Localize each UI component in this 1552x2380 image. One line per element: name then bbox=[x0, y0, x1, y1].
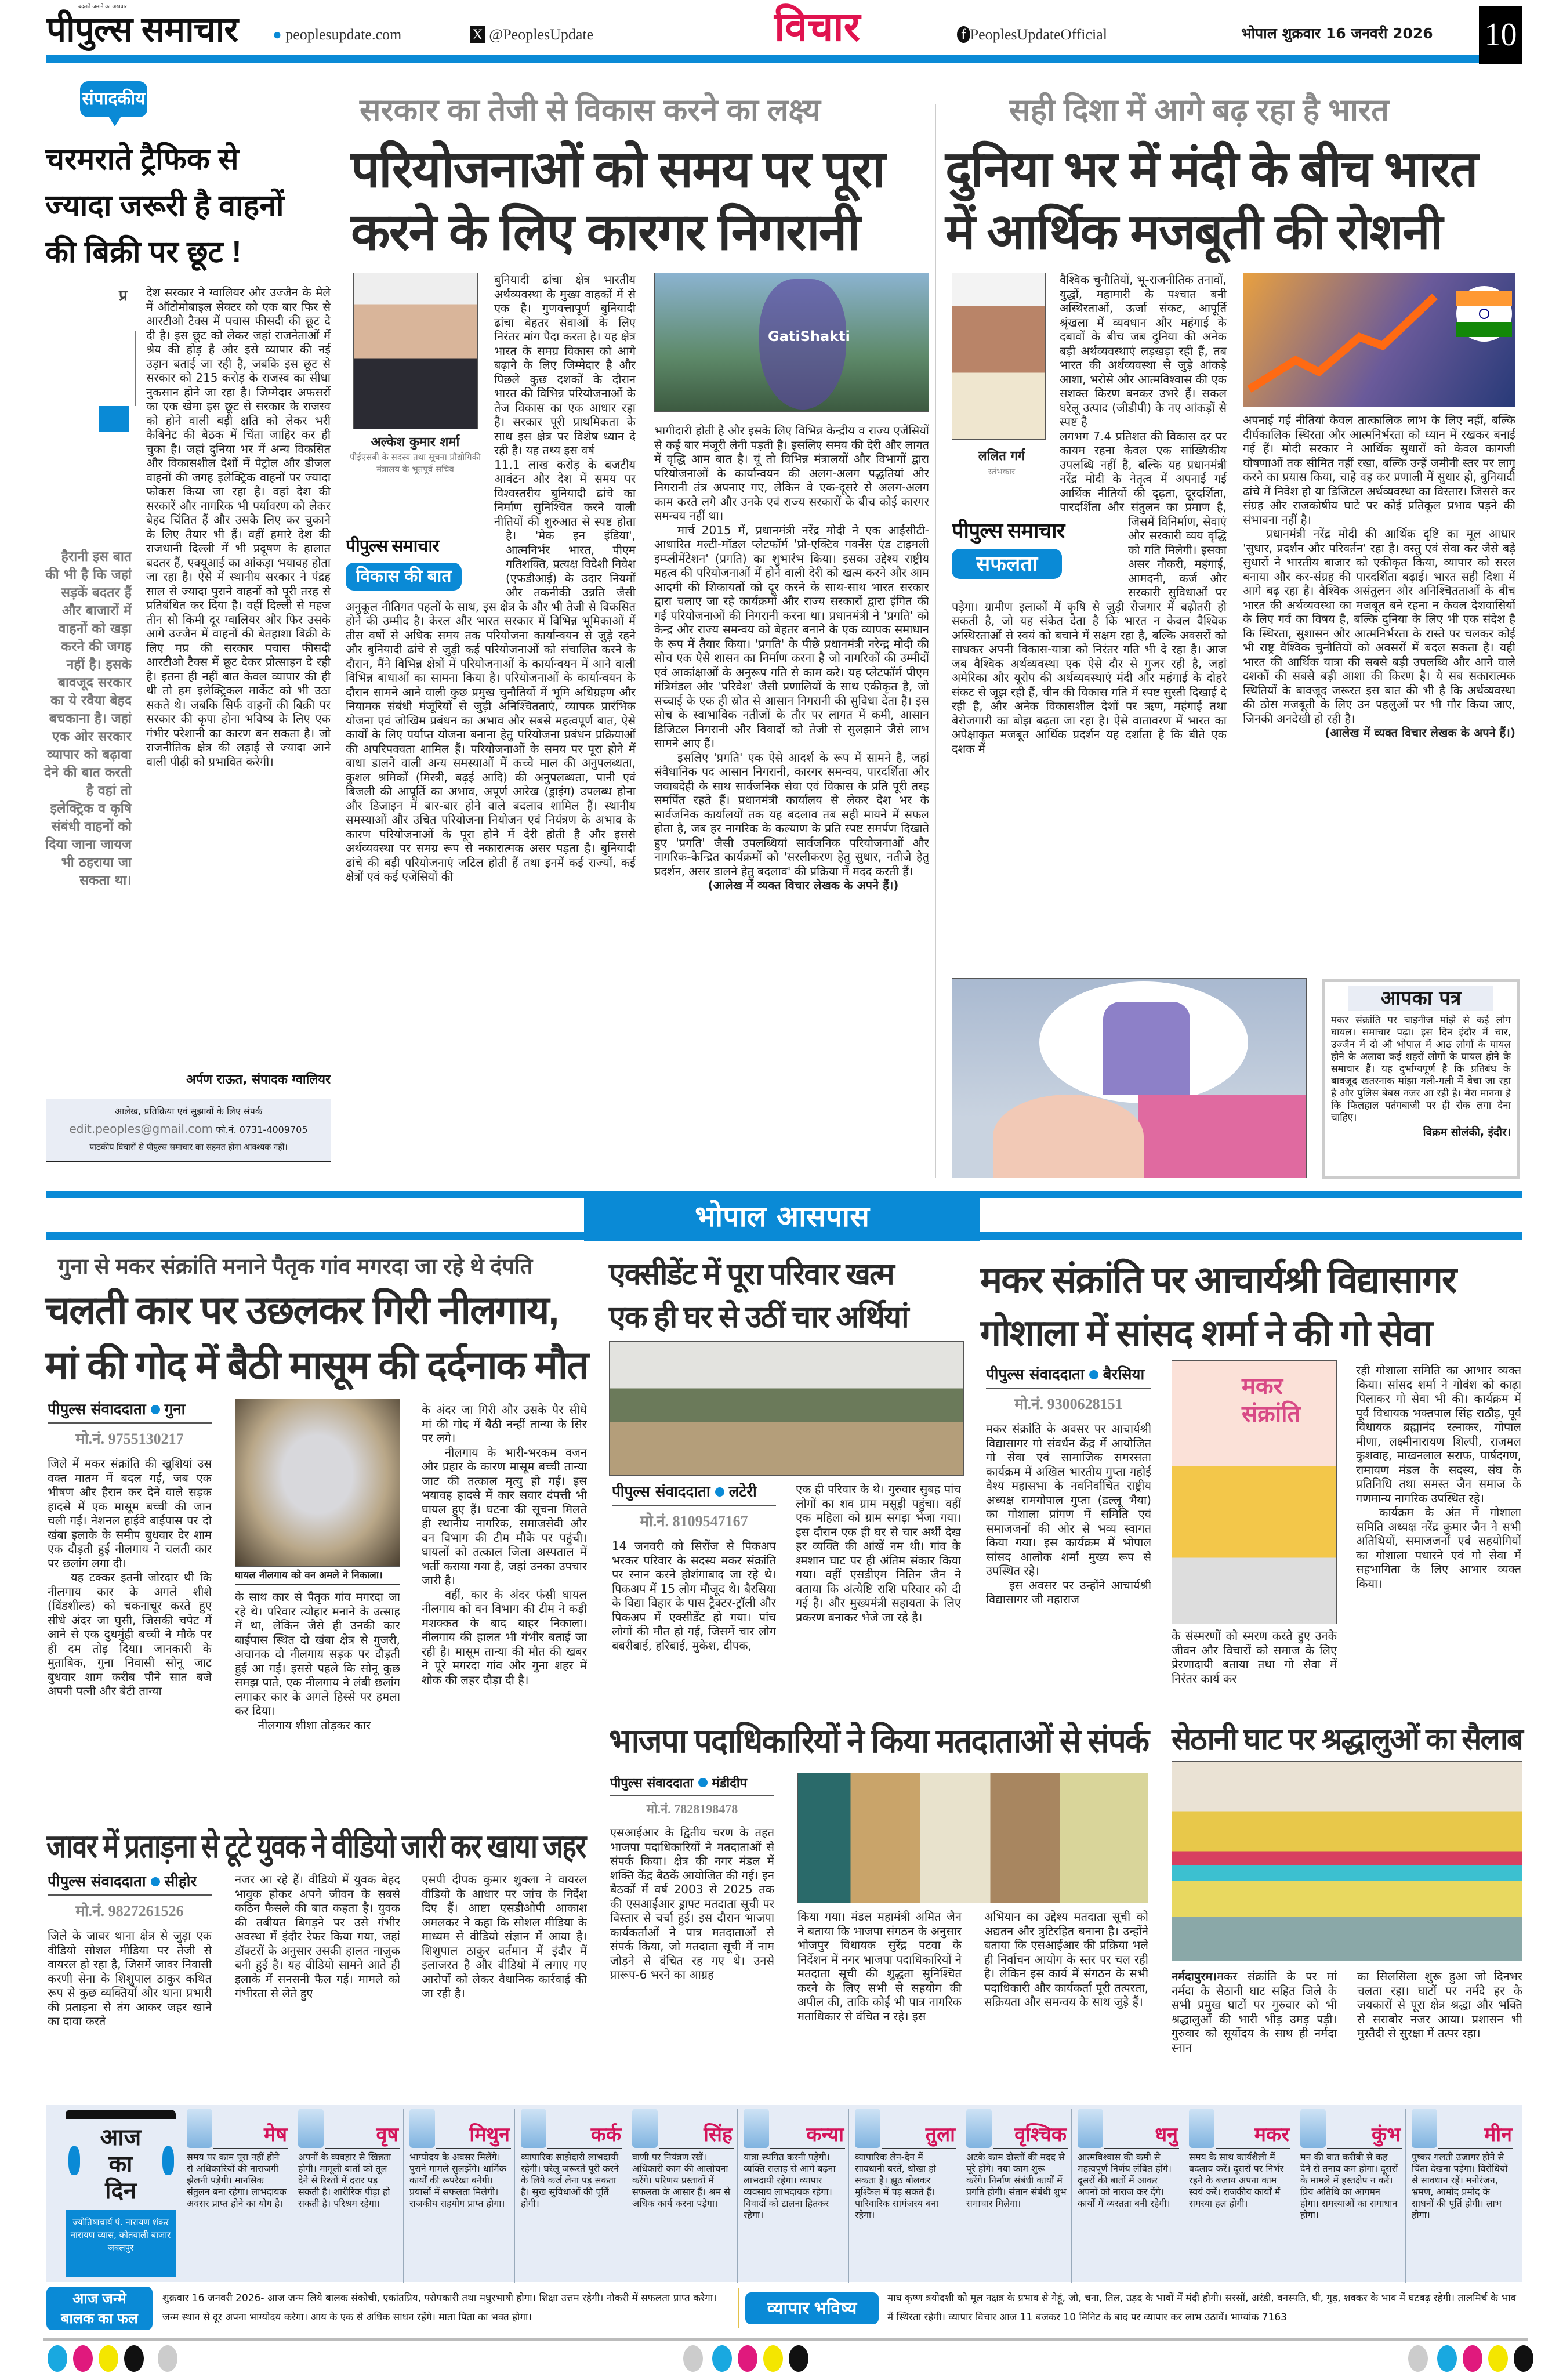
horoscope-sign bbox=[407, 2109, 515, 2283]
registration-dot bbox=[48, 2345, 67, 2372]
column-rule bbox=[935, 104, 936, 1178]
editorial-byline: अर्पण राऊत, संपादक ग्वालियर bbox=[186, 1073, 331, 1087]
quote-mark-icon bbox=[99, 406, 129, 432]
sign-name: धनु bbox=[1155, 2123, 1178, 2146]
editorial-headline: चरमराते ट्रैफिक से ज्यादा जरूरी है वाहनों की बिक्री पर छूट ! bbox=[45, 143, 284, 269]
author-desc: पीईएसबी के सदस्य तथा सूचना प्रौद्योगिकी मंत्रालय के भूतपूर्व सचिव bbox=[349, 452, 481, 474]
article2-logo: पीपुल्स समाचार bbox=[952, 519, 1065, 542]
author2-block bbox=[952, 273, 1051, 516]
bjp-workers-photo bbox=[797, 1773, 1148, 1903]
mandideep-byline: पीपुल्स संवाददाता मंडीदीप bbox=[610, 1774, 774, 1796]
facebook-icon: f bbox=[957, 26, 970, 43]
ghat-col1: नर्मदापुरम।मकर संक्रांति के पर मां नर्मदा के सेठानी घाट सहित जिले के सभी प्रमुख घाटों पर गुरुवार को भी श्रद्धालुओं की भारी भीड़ उमड़ पड़ी। गुरुवार को सूर्योदय के साथ ही नर्मदा स्नान bbox=[1172, 1969, 1337, 2055]
funeral-photo bbox=[609, 1341, 964, 1476]
sign-text: आत्मविश्वास की कमी से महत्वपूर्ण निर्णय लंबित होंगे। दूसरों की बातों में आकर अपनों को नाराज कर देंगे। कार्यों में व्यस्तता बनी रहेगी। bbox=[1078, 2151, 1172, 2209]
berasia-col1: मकर संक्रांति के अवसर पर आचार्यश्री विद्यासागर गो संवर्धन केंद्र में आयोजित गो सेवा एवं सामाजिक समरसता कार्यक्रम में अखिल भारतीय गुप्ता गहोई वैश्य महासभा के नवनिर्वाचित राष्ट्रीय अध्यक्ष रामगोपाल गुप्ता (डल्लू भैया) का गोशाला प्रांगण में समिति एवं समाजजनों की ओर से भव्य स्वागत किया गया। इस कार्यक्रम में भोपाल सांसद आलोक शर्मा मुख्य रूप से उपस्थित रहे। इस अवसर पर उन्होंने आचार्यश्री विद्यासागर जी महाराज bbox=[986, 1422, 1151, 1606]
trade-label: व्यापार भविष्य bbox=[745, 2292, 879, 2324]
sign-text: भाग्योदय के अवसर मिलेंगे। पुराने मामले सुलझेंगे। धार्मिक कार्यों की रूपरेखा बनेगी। प्रयासों में सफलता मिलेगी। राजकीय सहयोग प्राप्त होगा। bbox=[409, 2151, 506, 2209]
sethani-ghat-photo bbox=[1172, 1761, 1522, 1961]
zodiac-7-icon bbox=[966, 2109, 992, 2148]
guna-byline: पीपुल्स संवाददाता गुना bbox=[48, 1398, 212, 1424]
twitter-link[interactable]: X @PeoplesUpdate bbox=[470, 26, 655, 44]
registration-dot bbox=[73, 2345, 93, 2372]
zodiac-11-icon bbox=[1412, 2109, 1437, 2148]
berasia-left-column bbox=[986, 1363, 1151, 1705]
letter-title: आपका पत्र bbox=[1348, 986, 1493, 1011]
sign-name: कुंभ bbox=[1371, 2123, 1401, 2146]
divider bbox=[993, 2148, 1068, 2149]
sign-name: वृश्चिक bbox=[1014, 2123, 1067, 2146]
lateri-phone: मो.नं. 8109547167 bbox=[640, 1513, 748, 1530]
sehore-phone: मो.नं. 9827261526 bbox=[75, 1903, 184, 1919]
divider bbox=[770, 2148, 845, 2149]
guna-left-column bbox=[48, 1398, 212, 1812]
sign-name: मेष bbox=[264, 2123, 287, 2146]
drop-cap: प्र bbox=[119, 287, 128, 305]
sign-name: वृष bbox=[376, 2123, 398, 2146]
sleeping-figure bbox=[993, 1095, 1144, 1178]
divider bbox=[436, 2148, 511, 2149]
horoscope-cap bbox=[66, 2110, 176, 2119]
mandideep-col1: एसआईआर के द्वितीय चरण के तहत भाजपा पदाधिकारियों ने मतदाताओं से संपर्क किया। क्षेत्र की नगर मंडल में शक्ति केंद्र बैठकें आयोजित की गई। इन बैठकों में वर्ष 2003 से 2025 तक की एसआईआर ड्राफ्ट मतदाता सूची पर विस्तार से चर्चा हुई। इस दौरान भाजपा कार्यकर्ताओं ने पात्र मतदाताओं से संपर्क किया, जो मतदाता सूची में नाम जोड़ने से वंचित रह गए थे। उनसे प्रारूप-6 भरने का आग्रह bbox=[610, 1825, 774, 1981]
zodiac-6-icon bbox=[855, 2109, 880, 2148]
author-name: अल्केश कुमार शर्मा bbox=[371, 435, 460, 450]
trade-text: माघ कृष्ण त्रयोदशी को मूल नक्षत्र के प्रभाव से गेहूं, जौ, चना, तिल, उड़द के भावों में मंदी होगी। सरसों, अरंडी, वनस्पति, घी, गुड़, शक्कर के भाव में घटबढ़ रहेगी। तालमिर्च के भाव में स्थिरता रहेगी। व्यापार विचार आज 11 बजकर 10 मिनिट के बाद पर व्यापार कर लाभ उठावें। भाग्यांक 7163 bbox=[887, 2292, 1517, 2323]
registration-dot bbox=[763, 2345, 783, 2372]
divider bbox=[1104, 2148, 1179, 2149]
editorial-body: देश सरकार ने ग्वालियर और उज्जैन के मेले में ऑटोमोबाइल सेक्टर को एक बार फिर से आरटीओ टैक्स में पचास फीसदी की छूट दे दी है। इस छूट को लेकर जहां राजनेताओं में श्रेय की होड़ है और इसे व्यापार की नई उड़ान बताई जा रही है, जबकि इस छूट से सरकार को 215 करोड़ के राजस्व का सीधा नुकसान होने जा रहा है। जिम्मेदार अफसरों का एक खेमा इस छूट से सरकार के राजस्व को होने वाली बड़ी क्षति को लेकर भरी कैबिनेट की बैठक में चिंता जाहिर कर ही चुका है। जहां दुनिया भर में अन्य विकसित और विकासशील देशों में पेट्रोल और डीजल वाहनों की जगह इलेक्ट्रिक वाहनों पर ज्यादा फोकस किया जा रहा है। वहां देश की सरकारें और नागरिक भी पर्यावरण को लेकर बेहद चिंतित हैं और उसके लिए कर चुकाने के लिए तैयार भी हैं। वहीं हमारे देश की राजधानी दिल्ली में भी प्रदूषण के हालात बदतर हैं, एक्यूआई का आंकड़ा भयावह होता जा रहा है। ऐसे में स्थानीय सरकार ने पंद्रह साल से ज्यादा पुराने वाहनों को पूरी तरह से प्रतिबंधित कर दिया है। वहीं दिल्ली से महज तीन सौ किमी दूर ग्वालियर और फिर उसके आगे उज्जैन में वाहनों की बेतहाशा बिक्री के लिए मप्र की सरकार पचास फीसदी आरटीओ टैक्स में छूट देकर प्रोत्साहन दे रही है। इतना ही नहीं बात केवल व्यापार की ही थी तो हम इलेक्ट्रिकल मार्केट को भी उठा सकते थे। जबकि सिर्फ वाहनों की बिक्री पर सरकार की कृपा होना भविष्य के लिए एक गंभीर परेशानी का कारण बन सकता है। जो राजनीतिक क्षेत्र की लड़ाई से ज्यादा आने वाली पीढ़ी को प्रभावित करेगी। bbox=[146, 285, 331, 769]
berasia-phone: मो.नं. 9300628151 bbox=[1014, 1396, 1123, 1412]
masthead-rule bbox=[46, 55, 1479, 63]
article1-series: विकास की बात bbox=[346, 563, 462, 591]
sign-name: कर्क bbox=[590, 2123, 621, 2146]
author2-desc: स्तंभकार bbox=[988, 466, 1016, 477]
growth-arrow-icon bbox=[1243, 273, 1515, 407]
divider bbox=[882, 2148, 956, 2149]
registration-dot bbox=[158, 2345, 177, 2372]
zodiac-2-icon bbox=[409, 2109, 435, 2148]
sehore-col3: एसपी दीपक कुमार शुक्ला ने वायरल वीडियो के आधार पर जांच के निर्देश दिए हैं। आष्टा एसडीओपी आकाश अमलकर ने कहा कि सोशल मीडिया के माध्यम से वीडियो संज्ञान में आया है। शिशुपाल ठाकुर वर्तमान में इंदौर में इलाजरत है और वीडियो में लगाए गए आरोपों को लेकर वैधानिक कार्रवाई की जा रही है। bbox=[422, 1872, 587, 2000]
article1-intro: बुनियादी ढांचा क्षेत्र भारतीय अर्थव्यवस्था के मुख्य वाहकों में से एक है। गुणवत्तापूर्ण बुनियादी ढांचा बेहतर सेवाओं के लिए निरंतर मांग पैदा करता है। यह क्षेत्र भारत के समग्र विकास को आगे बढ़ाने के लिए जिम्मेदार है और पिछले कुछ दशकों के दौरान भारत की विभिन्न परियोजनाओं के तेज विकास का एक आधार रहा है। सरकार पूरी प्राथमिकता के साथ इस क्षेत्र पर विशेष ध्यान दे रही है। यह तथ्य इस वर्ष bbox=[494, 273, 636, 457]
x-logo-icon: X bbox=[470, 26, 485, 43]
article2-body bbox=[952, 273, 1227, 946]
contact-email[interactable]: edit.peoples@gmail.com bbox=[69, 1122, 213, 1136]
registration-dot bbox=[1514, 2345, 1533, 2372]
article2-kicker: सही दिशा में आगे बढ़ रहा है भारत bbox=[1009, 93, 1389, 128]
sign-text: व्यापारिक साझेदारी लाभदायी रहेगी। घरेलू जरूरतें पूरी करने के लिये कर्ज लेना पड़ सकता है। सुख सुविधाओं की पूर्ति होगी। bbox=[521, 2151, 619, 2209]
series2-block bbox=[952, 516, 1120, 587]
masthead-logo[interactable]: पीपुल्स समाचार bbox=[46, 10, 238, 49]
mandideep-headline: भाजपा पदाधिकारियों ने किया मतदाताओं से संपर्क bbox=[609, 1722, 1149, 1760]
horoscope-sign bbox=[1298, 2109, 1406, 2283]
registration-dot bbox=[1408, 2345, 1428, 2372]
dreaming-figure bbox=[1103, 1002, 1190, 1095]
registration-dot bbox=[789, 2345, 808, 2372]
sign-text: अटके काम दोस्तों की मदद से पूरे होंगे। नया काम शुरू करेंगे। निर्माण संबंधी कार्यों में प्रगति होगी। संतान संबंधी शुभ समाचार मिलेगा। bbox=[966, 2151, 1067, 2209]
sign-name: मकर bbox=[1254, 2123, 1289, 2146]
article2-intro: वैश्विक चुनौतियों, भू-राजनीतिक तनावों, युद्धों, महामारी के पश्चात बनी अस्थिरताओं, ऊर्जा संकट, आपूर्ति श्रृंखला में व्यवधान और महंगाई के दबावों के बीच जब दुनिया की अनेक बड़ी अर्थव्यवस्थाएं लड़खड़ा रही हैं, तब भारत की अर्थव्यवस्था से जुड़े आंकड़े आशा, भरोसे और आत्मविश्वास की एक सशक्त किरण बनकर उभरे हैं। सकल घरेलू उत्पाद (जीडीपी) के नए आंकड़ों से स्पष्ट है bbox=[1060, 273, 1227, 429]
globe-icon: ● bbox=[273, 26, 286, 43]
ganesha-icon bbox=[162, 2146, 174, 2175]
masthead bbox=[46, 0, 1522, 65]
section-title: विचार bbox=[774, 4, 861, 49]
quote-rule bbox=[135, 331, 136, 406]
ganesha-icon bbox=[68, 2146, 80, 2175]
zodiac-4-icon bbox=[632, 2109, 658, 2148]
horoscope-sign bbox=[853, 2109, 960, 2283]
section-band-label: भोपाल आसपास bbox=[584, 1191, 980, 1241]
horoscope-sign bbox=[1075, 2109, 1183, 2283]
lateri-headline: एक्सीडेंट में पूरा परिवार खत्म एक ही घर से उठीं चार अर्थियां bbox=[609, 1258, 908, 1334]
berasia-col2: के संस्मरणों को स्मरण करते हुए उनके जीवन और विचारों को समाज के लिए प्रेरणादायी बताया तथा गो सेवा में निरंतर कार्य कर bbox=[1172, 1629, 1337, 1686]
guna-middle-column bbox=[235, 1399, 400, 1812]
guna-kicker: गुना से मकर संक्रांति मनाने पैतृक गांव मगरदा जा रहे थे दंपति bbox=[58, 1255, 533, 1279]
registration-dot bbox=[1463, 2345, 1482, 2372]
ghat-headline: सेठानी घाट पर श्रद्धालुओं का सैलाब bbox=[1172, 1723, 1522, 1756]
registration-dot bbox=[1437, 2345, 1457, 2372]
zodiac-3-icon bbox=[521, 2109, 546, 2148]
nilgai-caption: घायल नीलगाय को वन अमले ने निकाला। bbox=[235, 1567, 400, 1585]
growth-chart-image bbox=[1243, 273, 1515, 407]
author-block bbox=[346, 273, 485, 534]
website-link[interactable]: ● peoplesupdate.com bbox=[273, 26, 402, 43]
zodiac-9-icon bbox=[1189, 2109, 1214, 2148]
footer-rule bbox=[43, 2338, 1528, 2341]
divider bbox=[659, 2148, 734, 2149]
horoscope-title: आज का दिन bbox=[100, 2124, 142, 2204]
lateri-col2: एक ही परिवार के थे। गुरुवार सुबह पांच लोगों का शव ग्राम मसूड़ी पहुंचा। वहीं एक महिला को ग्राम सगड़ा भेजा गया। इस दौरान एक ही घर से चार अर्थी देख हर व्यक्ति की आंखें नम थी। गांव के श्मशान घाट पर ही अंतिम संकार किया गया। वहीं एसडीएम नितिन जैन ने बताया कि अंत्येष्टि राशि परिवार को दी गई है। और मुख्यमंत्री सहायता के लिए प्रकरण बनाकर भेजे जा रहे है। bbox=[796, 1482, 961, 1624]
berasia-col3: रही गोशाला समिति का आभार व्यक्त किया। सांसद शर्मा ने गोवंश को काढ़ा पिलाकर गो सेवा भी की। कार्यक्रम में पूर्व विधायक भक्तपाल सिंह राठौड़, पूर्व विधायक ब्रह्मानंद रत्नाकर, गोपाल मीणा, लक्ष्मीनारायण शिल्पी, राजमल कुशवाह, माखनलाल सराफ, पार्षदगण, रामायण मंडल के सदस्य, संघ के प्रतिनिधि तथा समस्त जैन समाज के गणमान्य नागरिक उपस्थित रहे। कार्यक्रम के अंत में गोशाला समिति अध्यक्ष नरेंद्र कुमार जैन ने सभी अतिथियों, समाजजनों एवं सहयोगियों का गोशाला पधारने एवं गो सेवा में सहभागिता के लिए आभार व्यक्त किया। bbox=[1356, 1363, 1521, 1591]
guna-col2: के साथ कार से पैतृक गांव मगरदा जा रहे थे। परिवार त्योहार मनाने के उत्साह में था, लेकिन जैसे ही उनकी कार बाईपास स्थित दो खंबा क्षेत्र से गुजरी, अचानक दो नीलगाय सड़क पर दौड़ती हुई आ गई। इससे पहले कि सोनू कुछ समझ पाते, एक नीलगाय ने लंबी छलांग लगाकर कार के अगले हिस्से पर हमला कर दिया। नीलगाय शीशा तोड़कर कार bbox=[235, 1590, 400, 1732]
sign-text: व्यापारिक लेन-देन में सावधानी बरतें, धोखा हो सकता है। झूठ बोलकर मुश्किल में पड़ सकते हैं। पारिवारिक सामंजस्य बना रहेगा। bbox=[855, 2151, 939, 2220]
zodiac-1-icon bbox=[298, 2109, 324, 2148]
divider bbox=[1327, 2148, 1402, 2149]
author2-name: ललित गर्ग bbox=[978, 449, 1025, 463]
sign-text: समय के साथ कार्यशैली में बदलाव करें। दूसरों पर निर्भर रहने के बजाय अपना काम स्वयं करें। राजकीय कार्यों में समस्या हल होगी। bbox=[1189, 2151, 1284, 2209]
nilgai-photo bbox=[235, 1399, 400, 1567]
facebook-link[interactable]: f PeoplesUpdateOfficial bbox=[957, 26, 1201, 44]
horoscope-sign bbox=[1409, 2109, 1517, 2283]
article2-headline: दुनिया भर में मंदी के बीच भारत में आर्थिक मजबूती की रोशनी bbox=[945, 142, 1477, 260]
divider bbox=[1216, 2148, 1290, 2149]
gau-seva-photo: मकर संक्रांति bbox=[1172, 1360, 1337, 1624]
sign-name: मीन bbox=[1484, 2123, 1512, 2146]
horoscope-sign bbox=[1187, 2109, 1294, 2283]
gatishakti-image: GatiShakti bbox=[654, 273, 929, 412]
birth-label: आज जन्मे बालक का फल bbox=[46, 2287, 153, 2330]
mandideep-col2: किया गया। मंडल महामंत्री अमित जैन ने बताया कि भाजपा संगठन के अनुसार भोजपुर विधायक सुरेंद्र पटवा के निर्देशन में नगर भाजपा पदाधिकारियों ने मतदाता सूची की शुद्धता सुनिश्चित करने के लिए सभी से सहयोग की अपील की, ताकि कोई भी पात्र नागरिक मताधिकार से वंचित न रहे। इस bbox=[797, 1910, 962, 2023]
article1-body bbox=[346, 273, 636, 1179]
guna-col1: जिले में मकर संक्रांति की खुशियां उस वक्त मातम में बदल गईं, जब एक भीषण और हैरान कर देने वाले सड़क हादसे में एक मासूम बच्ची की जान चली गई। नेशनल हाईवे बाईपास पर दो खंबा इलाके के समीप बुधवार देर शाम एक दौड़ती हुई नीलगाय ने चलती कार पर छलांग लगा दी। यह टक्कर इतनी जोरदार थी कि नीलगाय कार के अगले शीशे (विंडशील्ड) को चकनाचूर करते हुए सीधे अंदर जा घुसी, जिसकी चपेट में आने से एक दुधमुंही बच्ची ने मौके पर ही दम तोड़ दिया। जानकारी के मुताबिक, गुना निवासी सोनू जाट बुधवार शाम करीब पौने सात बजे अपनी पत्नी और बेटी तान्या bbox=[48, 1457, 212, 1698]
registration-dot bbox=[99, 2345, 118, 2372]
berasia-headline: मकर संक्रांति पर आचार्यश्री विद्यासागर गोशाला में सांसद शर्मा ने की गो सेवा bbox=[980, 1259, 1456, 1354]
article2-series: सफलता bbox=[952, 549, 1062, 579]
sign-name: तुला bbox=[925, 2123, 955, 2146]
guna-headline: चलती कार पर उछलकर गिरी नीलगाय, मां की गोद में बैठी मासूम की दर्दनाक मौत bbox=[45, 1288, 588, 1388]
article1-kicker: सरकार का तेजी से विकास करने का लक्ष्य bbox=[360, 93, 821, 128]
guna-col3: के अंदर जा गिरी और उसके पैर सीधे मां की गोद में बैठी नन्हीं तान्या के सिर पर लगे। नीलगाय के भारी-भरकम वजन और प्रहार के कारण मासूम बच्ची तान्या जाट की तत्काल मृत्यु हो गई। इस भयावह हादसे में कार सवार दंपत्ती भी घायल हुए हैं। घटना की सूचना मिलते ही स्थानीय नागरिक, समाजसेवी और वन विभाग की टीम मौके पर पहुंची। घायलों को तत्काल जिला अस्पताल में भर्ती कराया गया है, जहां उनका उपचार जारी है। वहीं, कार के अंदर फंसी घायल नीलगाय को वन विभाग की टीम ने कड़ी मशक्कत के बाद बाहर निकाला। नीलगाय की हालत भी गंभीर बताई जा रही है। मासूम तान्या की मौत की खबर ने पूरे मगरदा गांव और गुना शहर में शोक की लहर दौड़ा दी है। bbox=[422, 1403, 587, 1687]
editorial-pullquote: हैरानी इस बात की भी है कि जहां सड़कें बदतर हैं और बाजारों में वाहनों को खड़ा करने की जगह नहीं है। इसके बावजूद सरकार का ये रवैया बेहद बचकाना है। जहां एक ओर सरकार व्यापार को बढ़ावा देने की बात करती है वहां तो इलेक्ट्रिक व कृषि संबंधी वाहनों को दिया जाना जायज भी ठहराया जा सकता था। bbox=[44, 549, 132, 888]
sign-text: यात्रा स्थगित करनी पड़ेगी। व्यक्ति सलाह से आगे बढ़ना लाभदायी रहेगा। व्यापार व्यवसाय लाभदायक रहेगा। विवादों को टालना हितकर रहेगा। bbox=[744, 2151, 836, 2220]
zodiac-10-icon bbox=[1300, 2109, 1326, 2148]
horoscope-sign bbox=[184, 2109, 292, 2283]
zodiac-0-icon bbox=[187, 2109, 212, 2148]
author-photo bbox=[353, 273, 478, 429]
ghat-col2: का सिलसिला शुरू हुआ जो दिनभर चलता रहा। घाटों पर नर्मदे हर के जयकारों से पूरा क्षेत्र श्रद्धा और भक्ति से सराबोर नजर आया। प्रशासन भी मुस्तैदी से सुरक्षा में तत्पर रहा। bbox=[1357, 1969, 1522, 2040]
dateline: भोपाल शुक्रवार 16 जनवरी 2026 bbox=[1241, 25, 1433, 42]
sehore-byline: पीपुल्स संवाददाता सीहोर bbox=[48, 1870, 212, 1896]
registration-dot bbox=[683, 2345, 703, 2372]
page-number: 10 bbox=[1479, 6, 1522, 64]
registration-dot bbox=[1488, 2345, 1508, 2372]
astrologer-credit: ज्योतिषाचार्य पं. नारायण शंकर नारायण व्यास, कोतवाली बाजार जबलपुर bbox=[66, 2210, 176, 2277]
birth-text: शुक्रवार 16 जनवरी 2026- आज जन्म लिये बालक संकोची, एकांतप्रिय, परोपकारी तथा मधुरभाषी होगा। शिक्षा उत्तम रहेगी। नौकरी में सफलता प्राप्त करेगा। जन्म स्थान से दूर अपना भाग्योदय करेगा। आय के एक से अधिक साधन रहेंगे। माता पिता का भक्त होगा। bbox=[162, 2292, 717, 2323]
berasia-byline: पीपुल्स संवाददाता बैरसिया bbox=[986, 1363, 1151, 1389]
series-block bbox=[346, 534, 496, 599]
lateri-col1: 14 जनवरी को सिरोंज से पिकअप भरकर परिवार के सदस्य मकर संक्रांति पर स्नान करने होशंगाबाद जा रहे थे। पिकअप में 15 लोग मौजूद थे। बैरसिया के विद्या विहार के पास ट्रैक्टर-ट्रॉली और पिकअप में एक्सीडेंट हो गया। पांच लोगों की मौत हो गई, जिसमें चार लोग बबरीबाई, हरिबाई, मुकेश, दीपक, bbox=[612, 1539, 776, 1653]
registration-dot bbox=[712, 2345, 732, 2372]
bed-blanket bbox=[1138, 1095, 1307, 1178]
divider bbox=[547, 2148, 622, 2149]
mandideep-phone: मो.नं. 7828198478 bbox=[646, 1802, 738, 1816]
letter-box bbox=[1322, 979, 1520, 1179]
mandideep-left-column bbox=[610, 1774, 774, 2077]
sign-text: अपनों के व्यवहार से खिन्नता होगी। मामूली बातों को तूल देने से रिश्तों में दरार पड़ सकती है। शारीरिक पीड़ा हो सकती है। परिश्रम रहेगा। bbox=[298, 2151, 391, 2209]
sign-name: मिथुन bbox=[469, 2123, 510, 2146]
article2-body-left: लगभग 7.4 प्रतिशत की विकास दर पर कायम रहना केवल एक सांख्यिकीय उपलब्धि नहीं है, बल्कि यह प्रधानमंत्री नरेंद्र मोदी के नेतृत्व में अपनाई गई आर्थिक नीतियों की दृढ़ता, दूरदर्शिता, पारदर्शिता और संतुलन का प्रमाण है, जिसमें विनिर्माण, सेवाएं और सरकारी व्यय वृद्धि को गति मिलेगी। इसका असर नौकरी, महंगाई, आमदनी, कर्ज और सरकारी सुविधाओं पर पड़ेगा। ग्रामीण इलाकों में कृषि से जुड़ी रोजगार में बढ़ोतरी हो सकती है, जो यह संकेत देता है कि भारत न केवल वैश्विक अस्थिरताओं से स्वयं को बचाने में सक्षम रहा है, बल्कि अवसरों को साधकर अपनी विकास-यात्रा को निरंतर गति भी दे रहा है। आज जब वैश्विक अर्थव्यवस्था एक ऐसे दौर से गुजर रही है, जहां अमेरिका और यूरोप की अर्थव्यवस्थाएं मंदी और महंगाई के दोहरे संकट से जूझ रही हैं, चीन की विकास गति में स्पष्ट सुस्ती दिखाई दे रही है, और अनेक विकासशील देशों पर ऋण, महंगाई तथा बेरोजगारी का बोझ बढ़ता जा रहा है। ऐसे वातावरण में भारत का अपेक्षाकृत मजबूत आर्थिक प्रदर्शन यह दर्शाता है कि बीते एक दशक में bbox=[952, 429, 1227, 756]
divider bbox=[213, 2148, 288, 2149]
mandideep-col3: अभियान का उद्देश्य मतदाता सूची को अद्यतन और त्रुटिरहित बनाना है। उन्होंने बताया कि एसआईआर की प्रक्रिया भले ही निर्वाचन आयोग के स्तर पर चल रही है। लेकिन इस कार्य में संगठन के सभी पदाधिकारी और कार्यकर्ता पूरी तत्परता, सक्रियता और समन्वय के साथ जुड़े हैं। bbox=[984, 1910, 1148, 2009]
article1-body-right: भागीदारी होती है और इसके लिए विभिन्न केन्द्रीय व राज्य एजेंसियों से कई बार मंजूरी लेनी पड़ती है। इसलिए समय की देरी और लागत में वृद्धि आम बात है। यूं तो विभिन्न मंत्रालयों और विभागों द्वारा परियोजनाओं के कार्यान्वयन की अलग-अलग पद्धतियां और निगरानी तंत्र अपनाए गए, लेकिन वे एक-दूसरे से अलग-अलग काम करते लगे और उनके एवं राज्य सरकारों के बीच कोई कारगर समन्वय नहीं था। मार्च 2015 में, प्रधानमंत्री नरेंद्र मोदी ने एक आईसीटी-आधारित मल्टी-मॉडल प्लेटफॉर्म 'प्रो-एक्टिव गवर्नेंस एंड टाइमली इम्प्लीमेंटेशन' (प्रगति) का शुभारंभ किया। इसका उद्देश्य राष्ट्रीय महत्व की परियोजनाओं में होने वाली देरी को खत्म करने और आम आदमी की शिकायतों को दूर करने के साथ-साथ भारत सरकार द्वारा चलाए जा रहे कार्यक्रमों और राज्य सरकारों द्वारा इंगित की गई परियोजनाओं की निगरानी करना था। प्रधानमंत्री ने 'प्रगति' को केन्द्र और राज्य समन्वय को बेहतर बनाने के एक व्यापक समाधान के रूप में तैयार किया। 'प्रगति' के पीछे प्रधानमंत्री नरेन्द्र मोदी की सोच एक ऐसे शासन का निर्माण करना है जो नागरिकों की उम्मीदों एवं आकांक्षाओं के अनुरूप गति से काम करे। यह प्लेटफॉर्म पीएम मंत्रिमंडल और 'परिवेश' जैसी प्रणालियों के साथ एकीकृत है, जो सच्चाई के एक ही स्रोत से आसान निगरानी की सुविधा देता है। इस सोच के स्वाभाविक नतीजों के तौर पर लागत में कमी, आसान डिजिटल निगरानी और विवादों को तेजी से सुलझाने जैसे लाभ सामने आए हैं। इसलिए 'प्रगति' एक ऐसे आदर्श के रूप में सामने है, जहां संवैधानिक पद आसान निगरानी, कारगर समन्वय, पारदर्शिता और जवाबदेही के साथ सार्वजनिक सेवा एवं विकास के प्रति पूरी तरह समर्पित रहते हैं। प्रधानमंत्री कार्यालय से लेकर देश भर के सार्वजनिक कार्यालयों तक यह बदलाव तब सही मायने में सफल होता है, जब हर नागरिक के कल्याण के प्रति स्पष्ट समर्पण दिखाते हुए 'प्रगति' जैसी उपलब्धियां सार्वजनिक परियोजनाओं और नागरिक-केन्द्रित कार्यक्रमों को 'सरलीकरण हेतु सुधार, नतीजे हेतु प्रदर्शन, असर डालने हेतु बदलाव' की प्रक्रिया में मदद करती हैं। (आलेख में व्यक्त विचार लेखक के अपने हैं।) bbox=[654, 423, 929, 892]
sign-text: मन की बात करीबी से कह देने से तनाव कम होगा। दूसरों के मामले में हस्तक्षेप न करें। प्रिय अतिथि का आगमन होगा। समस्याओं का समाधान होगा। bbox=[1300, 2151, 1398, 2220]
sign-text: पुष्कर गलती उजागर होने से चिंता देखना पड़ेगा। विरोधियों से सावधान रहें। मनोरंजन, भ्रमण, आमोद प्रमोद के साधनों की पूर्ति होगी। लाभ होगा। bbox=[1412, 2151, 1508, 2220]
zodiac-8-icon bbox=[1078, 2109, 1103, 2148]
zodiac-5-icon bbox=[744, 2109, 769, 2148]
editorial-cartoon bbox=[952, 978, 1307, 1178]
letter-signature: विक्रम सोलंकी, इंदौर। bbox=[1423, 1126, 1511, 1139]
sign-text: वाणी पर नियंत्रण रखें। अधिकारी काम की आलोचना करेंगे। परिणय प्रस्तावों में सफलता के आसार हैं। श्रम से अधिक कार्य करना पड़ेगा। bbox=[632, 2151, 731, 2209]
masthead-tagline: बदलते जमाने का अखबार bbox=[78, 4, 127, 10]
horoscope-sign bbox=[964, 2109, 1072, 2283]
lateri-left-column bbox=[612, 1480, 776, 1701]
article1-logo: पीपुल्स समाचार bbox=[346, 537, 439, 556]
lateri-byline: पीपुल्स संवाददाता लटेरी bbox=[612, 1480, 776, 1506]
article2-body-right: अपनाई गई नीतियां केवल तात्कालिक लाभ के लिए नहीं, बल्कि दीर्घकालिक स्थिरता और आत्मनिर्भरता को ध्यान में रखकर बनाई गई हैं। मोदी सरकार ने आर्थिक सुधारों को केवल कागजी घोषणाओं तक सीमित नहीं रखा, बल्कि उन्हें जमीनी स्तर पर लागू करने का प्रयास किया, चाहे वह कर प्रणाली में सुधार हो, बुनियादी ढांचे में निवेश हो या डिजिटल अर्थव्यवस्था का विस्तार। जिससे कर संग्रह और राजकोषीय घाटे पर कोई प्रतिकूल प्रभाव पड़ने की संभावना नहीं है। प्रधानमंत्री नरेंद्र मोदी की आर्थिक दृष्टि का मूल आधार 'सुधार, प्रदर्शन और परिवर्तन' रहा है। वस्तु एवं सेवा कर जैसे बड़े सुधारों ने भारतीय बाजार को एकीकृत किया, व्यापार को सरल बनाया और कर-संग्रह की पारदर्शिता बढ़ाई। भारत सही दिशा में आगे बढ़ रहा है। वैश्विक असंतुलन और अनिश्चितताओं के बीच भारत की अर्थव्यवस्था का मजबूत बने रहना न केवल देशवासियों के लिए गर्व का विषय है, बल्कि दुनिया के लिए भी एक संदेश है कि स्थिरता, सुशासन और आत्मनिर्भरता के रास्ते पर चलकर कोई भी राष्ट्र वैश्विक चुनौतियों को अवसरों में बदल सकता है। यही भारत की आर्थिक यात्रा की सबसे बड़ी उपलब्धि और आने वाले दशकों की सबसे बड़ी आशा की किरण है। ये सब सकारात्मक स्थितियों के बावजूद जरूरत इस बात की भी है कि अर्थव्यवस्था की ठोस मजबूती के लिए उन पहलुओं पर भी गौर किया जाए, जिनकी अनदेखी हो रही है। (आलेख में व्यक्त विचार लेखक के अपने हैं।) bbox=[1243, 413, 1515, 740]
sign-name: सिंह bbox=[704, 2123, 733, 2146]
sehore-headline: जावर में प्रताड़ना से टूटे युवक ने वीडियो जारी कर खाया जहर bbox=[46, 1828, 586, 1864]
sehore-col1: जिले के जावर थाना क्षेत्र से जुड़ा एक वीडियो सोशल मीडिया पर तेजी से वायरल हो रहा है, जिसमें जावर निवासी करणी सेना के शिशुपाल ठाकुर कथित रूप से कुछ व्यक्तियों और थाना प्रभारी की प्रताड़ना से तंग आकर जहर खाने का दावा करते bbox=[48, 1929, 212, 2028]
sign-text: समय पर काम पूरा नहीं होने से अधिकारियों की नाराजगी झेलनी पड़ेगी। मानसिक संतुलन बना रहेगा। लाभदायक अवसर प्राप्त होने का योग है। bbox=[187, 2151, 287, 2209]
article1-body-left: 11.1 लाख करोड़ के बजटीय आवंटन और देश में समय पर विश्वस्तरीय बुनियादी ढांचे का निर्माण सुनिश्चित करने वाली नीतियों की शुरुआत से स्पष्ट होता है। 'मेक इन इंडिया', आत्मनिर्भर भारत, पीएम गतिशक्ति, प्रत्यक्ष विदेशी निवेश (एफडीआई) के उदार नियमों और तकनीकी उन्नति जैसी अनुकूल नीतिगत पहलों के साथ, इस क्षेत्र के और भी तेजी से विकसित होने की उम्मीद है। केरल और भारत सरकार में विभिन्न भूमिकाओं में तीस वर्षों से अधिक समय तक परियोजना कार्यान्वयन से जुड़े रहने और बुनियादी ढांचे से जुड़ी कई परियोजनाओं को संचालित करने के दौरान, मैंने विभिन्न क्षेत्रों में परियोजनाओं के कार्यान्वयन में आने वाली विभिन्न बाधाओं का सामना किया है। परियोजनाओं के कार्यान्वयन के दौरान सामने आने वाली कुछ प्रमुख चुनौतियों में भूमि अधिग्रहण और नियामक संबंधी मंजूरियों से जुड़ी अनिश्चितताएं, व्यापक प्रारंभिक योजना एवं जोखिम प्रबंधन का अभाव और सबसे महत्वपूर्ण बात, ऐसे कार्यों के लिए पर्याप्त योजना बनाना हेतु परियोजना प्रबंधन प्रक्रियाओं की अपरिपक्वता शामिल हैं। परियोजनाओं के समय पर पूरा होने में बाधा डालने वाली अन्य समस्याओं में कच्चे माल की अनुपलब्धता, कुशल श्रमिकों (मिस्त्री, बढ़ई आदि) की अनुपलब्धता, पानी एवं बिजली की आपूर्ति का अभाव, अपूर्ण आरेख (ड्राइंग) उपलब्ध होना और डिजाइन में बार-बार होने वाले बदलाव शामिल हैं। स्थानीय समस्याओं और उचित परियोजना नियोजन एवं नियंत्रण के अभाव के कारण परियोजनाओं के पूरा होने में देरी होती है और इससे अर्थव्यवस्था पर समग्र रूप से नकारात्मक असर पड़ता है। बुनियादी ढांचे की बड़ी परियोजनाएं जटिल होती हैं तथा इनमें कई राज्यों, कई क्षेत्रों एवं कई एजेंसियों की bbox=[346, 457, 636, 883]
divider bbox=[325, 2148, 400, 2149]
editorial-label: संपादकीय bbox=[80, 81, 147, 117]
bottom-divider bbox=[738, 2288, 739, 2328]
author2-photo bbox=[952, 273, 1046, 440]
divider bbox=[1438, 2148, 1513, 2149]
registration-dot bbox=[124, 2345, 144, 2372]
sehore-col2: नजर आ रहे हैं। वीडियो में युवक बेहद भावुक होकर अपने जीवन के सबसे कठिन फैसले की बात कहता है। युवक की तबीयत बिगड़ने पर उसे गंभीर अवस्था में इंदौर रेफर किया गया, जहां डॉक्टरों के अनुसार उसकी हालत नाजुक बनी हुई है। यह वीडियो सामने आते ही इलाके में सनसनी फैल गई। मामले को गंभीरता से लेते हुए bbox=[235, 1872, 400, 2000]
registration-dot bbox=[738, 2345, 757, 2372]
sign-name: कन्या bbox=[806, 2123, 844, 2146]
horoscope-sign bbox=[630, 2109, 738, 2283]
guna-phone: मो.नं. 9755130217 bbox=[75, 1430, 184, 1447]
contact-box: आलेख, प्रतिक्रिया एवं सुझावों के लिए संपर्क edit.peoples@gmail.com फो.नं. 0731-4009705 पाठकीय विचारों से पीपुल्स समाचार का सहमत होना आवश्यक नहीं। bbox=[46, 1099, 331, 1162]
horoscope-sign bbox=[741, 2109, 849, 2283]
sehore-left-column bbox=[48, 1870, 212, 2077]
horoscope-sign bbox=[518, 2109, 626, 2283]
article1-headline: परियोजनाओं को समय पर पूरा करने के लिए कारगर निगरानी bbox=[351, 140, 884, 260]
letter-body: मकर संक्रांति पर चाइनीज मांझे से कई लोग घायल। समाचार पढ़ा। इस दिन इंदौर में चार, उज्जैन में दो औ भोपाल में आठ लोगों के घायल होने के अलावा कई शहरों लोगों के घायल होने के समाचार हैं। यह दुर्भाग्यपूर्ण है कि प्रतिबंध के बावजूद खतरनाक मांझा गली-गली में बेचा जा रहा है और पुलिस बेबस नजर आ रही है। मेरा मानना है कि फिलहाल पतंगबाजी पर ही रोक लगा देना चाहिए। bbox=[1331, 1015, 1511, 1124]
horoscope-sign bbox=[296, 2109, 404, 2283]
editorial-label-tail bbox=[109, 117, 121, 126]
